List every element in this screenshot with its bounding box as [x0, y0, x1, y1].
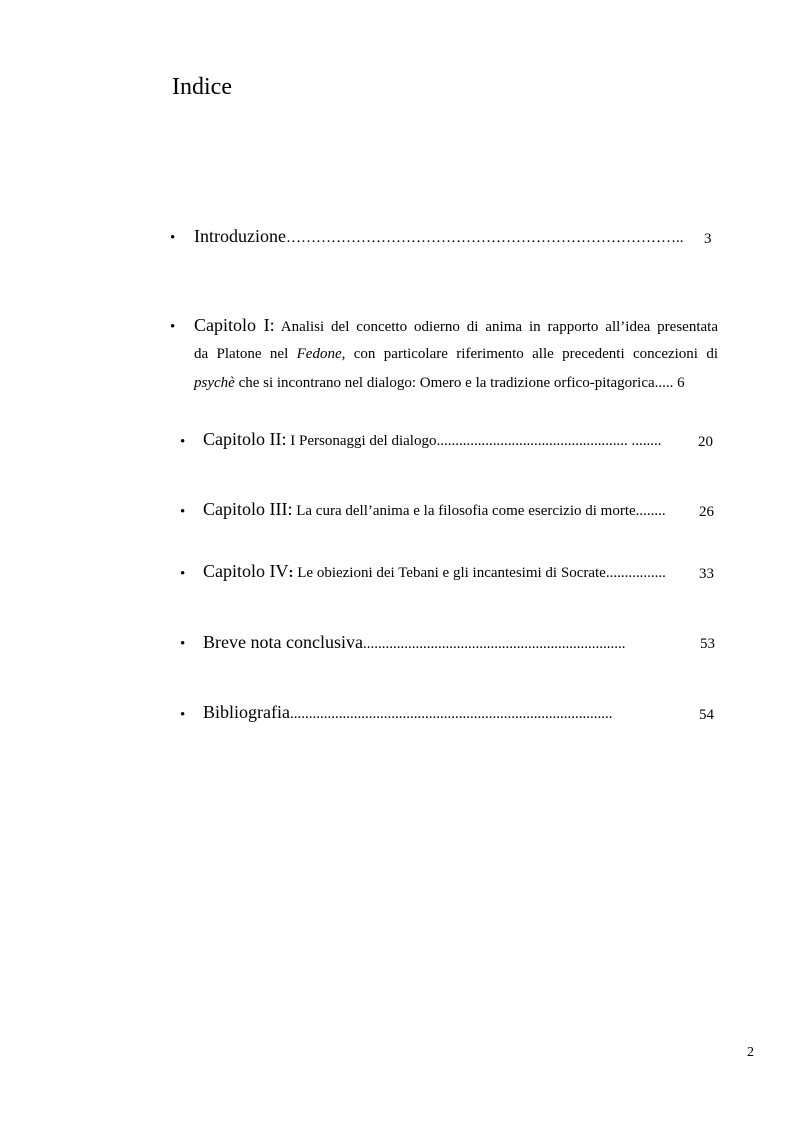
entry-text: La cura dell’anima e la filosofia come esercizio di morte	[296, 503, 636, 519]
entry-text: I Personaggi del dialogo	[290, 433, 437, 449]
bullet-icon: •	[180, 707, 186, 723]
page-title: Indice	[172, 74, 232, 100]
entry-title: Capitolo II:	[203, 429, 287, 449]
entry-page-number: 26	[699, 504, 714, 520]
entry-title: Introduzione	[194, 226, 286, 246]
leader-dots: ........	[635, 503, 666, 519]
entry-text: : Omero e la tradizione orfico-pitagorica.....	[411, 375, 674, 391]
entry-line-1	[194, 315, 718, 336]
entry-page-number: 33	[699, 566, 714, 582]
entry-title: Capitolo I:	[194, 315, 275, 335]
toc-entry-capitolo-3[interactable]	[203, 499, 666, 519]
leader-dots: ................................................... ........	[436, 433, 662, 449]
entry-page-number: 3	[704, 231, 712, 247]
leader-dots: ……………………………………………………………………..	[285, 230, 684, 246]
bullet-icon: •	[180, 434, 186, 450]
entry-page-number: 53	[700, 636, 715, 652]
entry-title: Capitolo IV	[203, 561, 289, 581]
bullet-icon: •	[180, 504, 186, 520]
bullet-icon: •	[170, 230, 176, 246]
leader-dots: ......................................................................................	[289, 706, 613, 722]
entry-text-italic: Fedone,	[296, 346, 346, 362]
entry-colon: :	[288, 565, 294, 581]
entry-title: Capitolo III:	[203, 499, 293, 519]
bullet-icon: •	[170, 319, 176, 335]
leader-dots: ......................................................................	[362, 636, 626, 652]
entry-text-italic: psychè	[194, 375, 235, 391]
entry-title: Bibliografia	[203, 702, 290, 722]
entry-line-3	[194, 375, 685, 392]
toc-entry-bibliografia[interactable]	[203, 702, 613, 722]
bullet-icon: •	[180, 636, 186, 652]
entry-line-2	[194, 346, 718, 363]
toc-entry-introduzione[interactable]	[194, 226, 694, 246]
entry-page-number: 6	[677, 375, 685, 391]
bullet-icon: •	[180, 566, 186, 582]
entry-text: che si incontrano nel dialogo	[238, 375, 412, 391]
toc-entry-breve-nota[interactable]	[203, 632, 626, 652]
entry-text: con particolare riferimento alle precedenti concezioni di	[353, 346, 719, 362]
entry-title: Breve nota conclusiva	[203, 632, 363, 652]
entry-text: da Platone nel	[194, 346, 289, 362]
entry-text: Le obiezioni dei Tebani e gli incantesimi di Socrate	[297, 565, 606, 581]
leader-dots: ................	[605, 565, 666, 581]
entry-page-number: 20	[698, 434, 713, 450]
toc-entry-capitolo-2[interactable]	[203, 429, 662, 449]
page-number: 2	[747, 1045, 754, 1060]
entry-page-number: 54	[699, 707, 714, 723]
toc-entry-capitolo-4[interactable]	[203, 561, 666, 581]
entry-text: Analisi del concetto odierno di anima in rapporto all’idea presentata	[280, 319, 718, 335]
